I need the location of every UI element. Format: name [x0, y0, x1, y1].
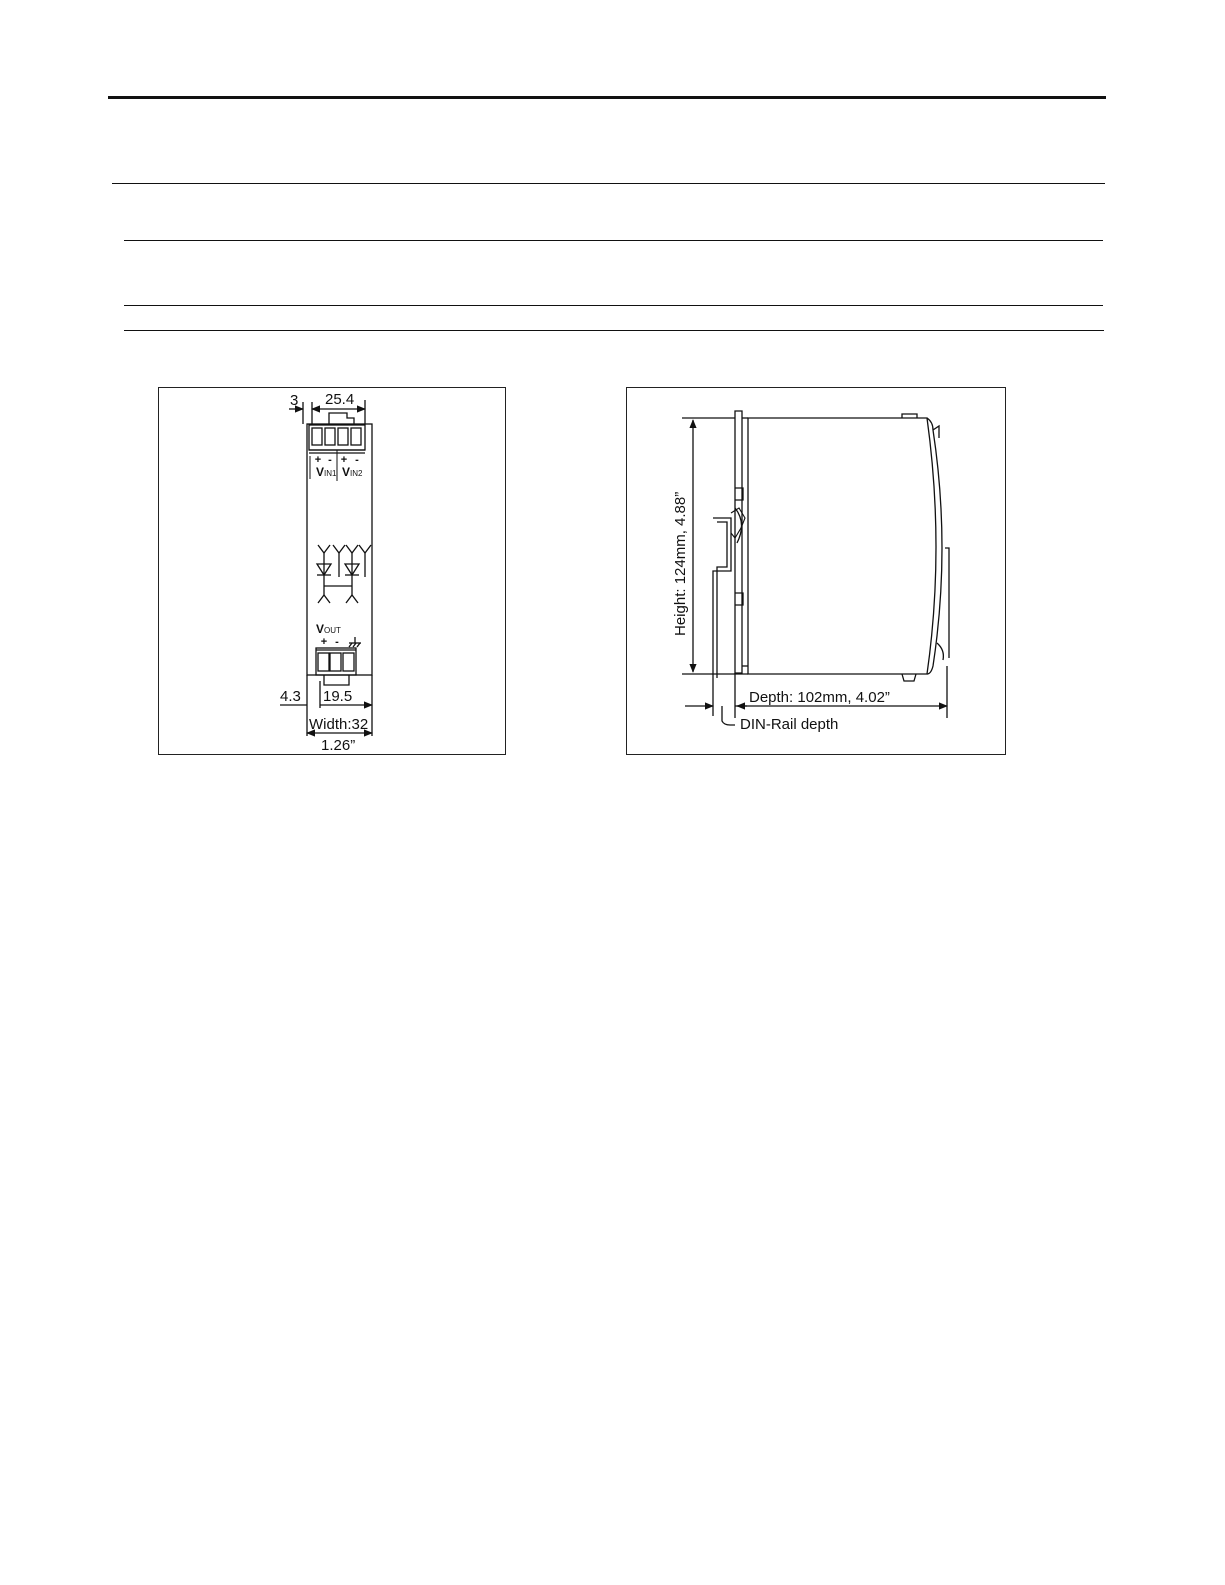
output-fork-1: [318, 595, 330, 603]
input2-label: VIN2: [342, 465, 363, 479]
header-rule-thick: [108, 96, 1106, 99]
terminal-minus-1: -: [328, 454, 332, 466]
housing: [748, 418, 936, 674]
side-view-panel: [626, 387, 1006, 755]
mounting-bracket: [735, 411, 742, 673]
depth-label: Depth: 102mm, 4.02”: [749, 689, 890, 706]
din-rail-leader: [722, 706, 735, 725]
dim-top-width: 25.4: [325, 391, 355, 408]
side-view-drawing: [627, 388, 1005, 754]
output-label: VOUT: [316, 622, 341, 636]
width-in-label: 1.26”: [321, 737, 356, 754]
dim-top-left: 3: [290, 392, 299, 409]
width-mm-label: Width:32: [309, 716, 369, 733]
output-minus: -: [335, 636, 339, 648]
input-fork-1: [318, 545, 330, 553]
front-view-drawing: [159, 388, 505, 754]
terminal-plus-2: +: [340, 454, 348, 466]
dim-bottom-left: 4.3: [280, 688, 301, 705]
top-terminal-block: [309, 425, 365, 450]
front-view-panel: [158, 387, 506, 755]
bottom-latch: [324, 675, 349, 685]
height-label: Height: 124mm, 4.88”: [672, 491, 689, 636]
output-plus: +: [320, 636, 328, 648]
din-rail: [713, 518, 731, 678]
header-rule-4: [124, 330, 1104, 331]
header-rule-3: [124, 305, 1103, 306]
header-rule-2: [124, 240, 1103, 241]
dim-bottom-pitch: 19.5: [323, 688, 353, 705]
header-rule-1: [112, 183, 1105, 184]
top-latch: [329, 413, 354, 424]
input1-label: VIN1: [316, 465, 337, 479]
terminal-plus-1: +: [314, 454, 322, 466]
terminal-minus-2: -: [355, 454, 359, 466]
din-rail-depth-label: DIN-Rail depth: [740, 716, 839, 733]
